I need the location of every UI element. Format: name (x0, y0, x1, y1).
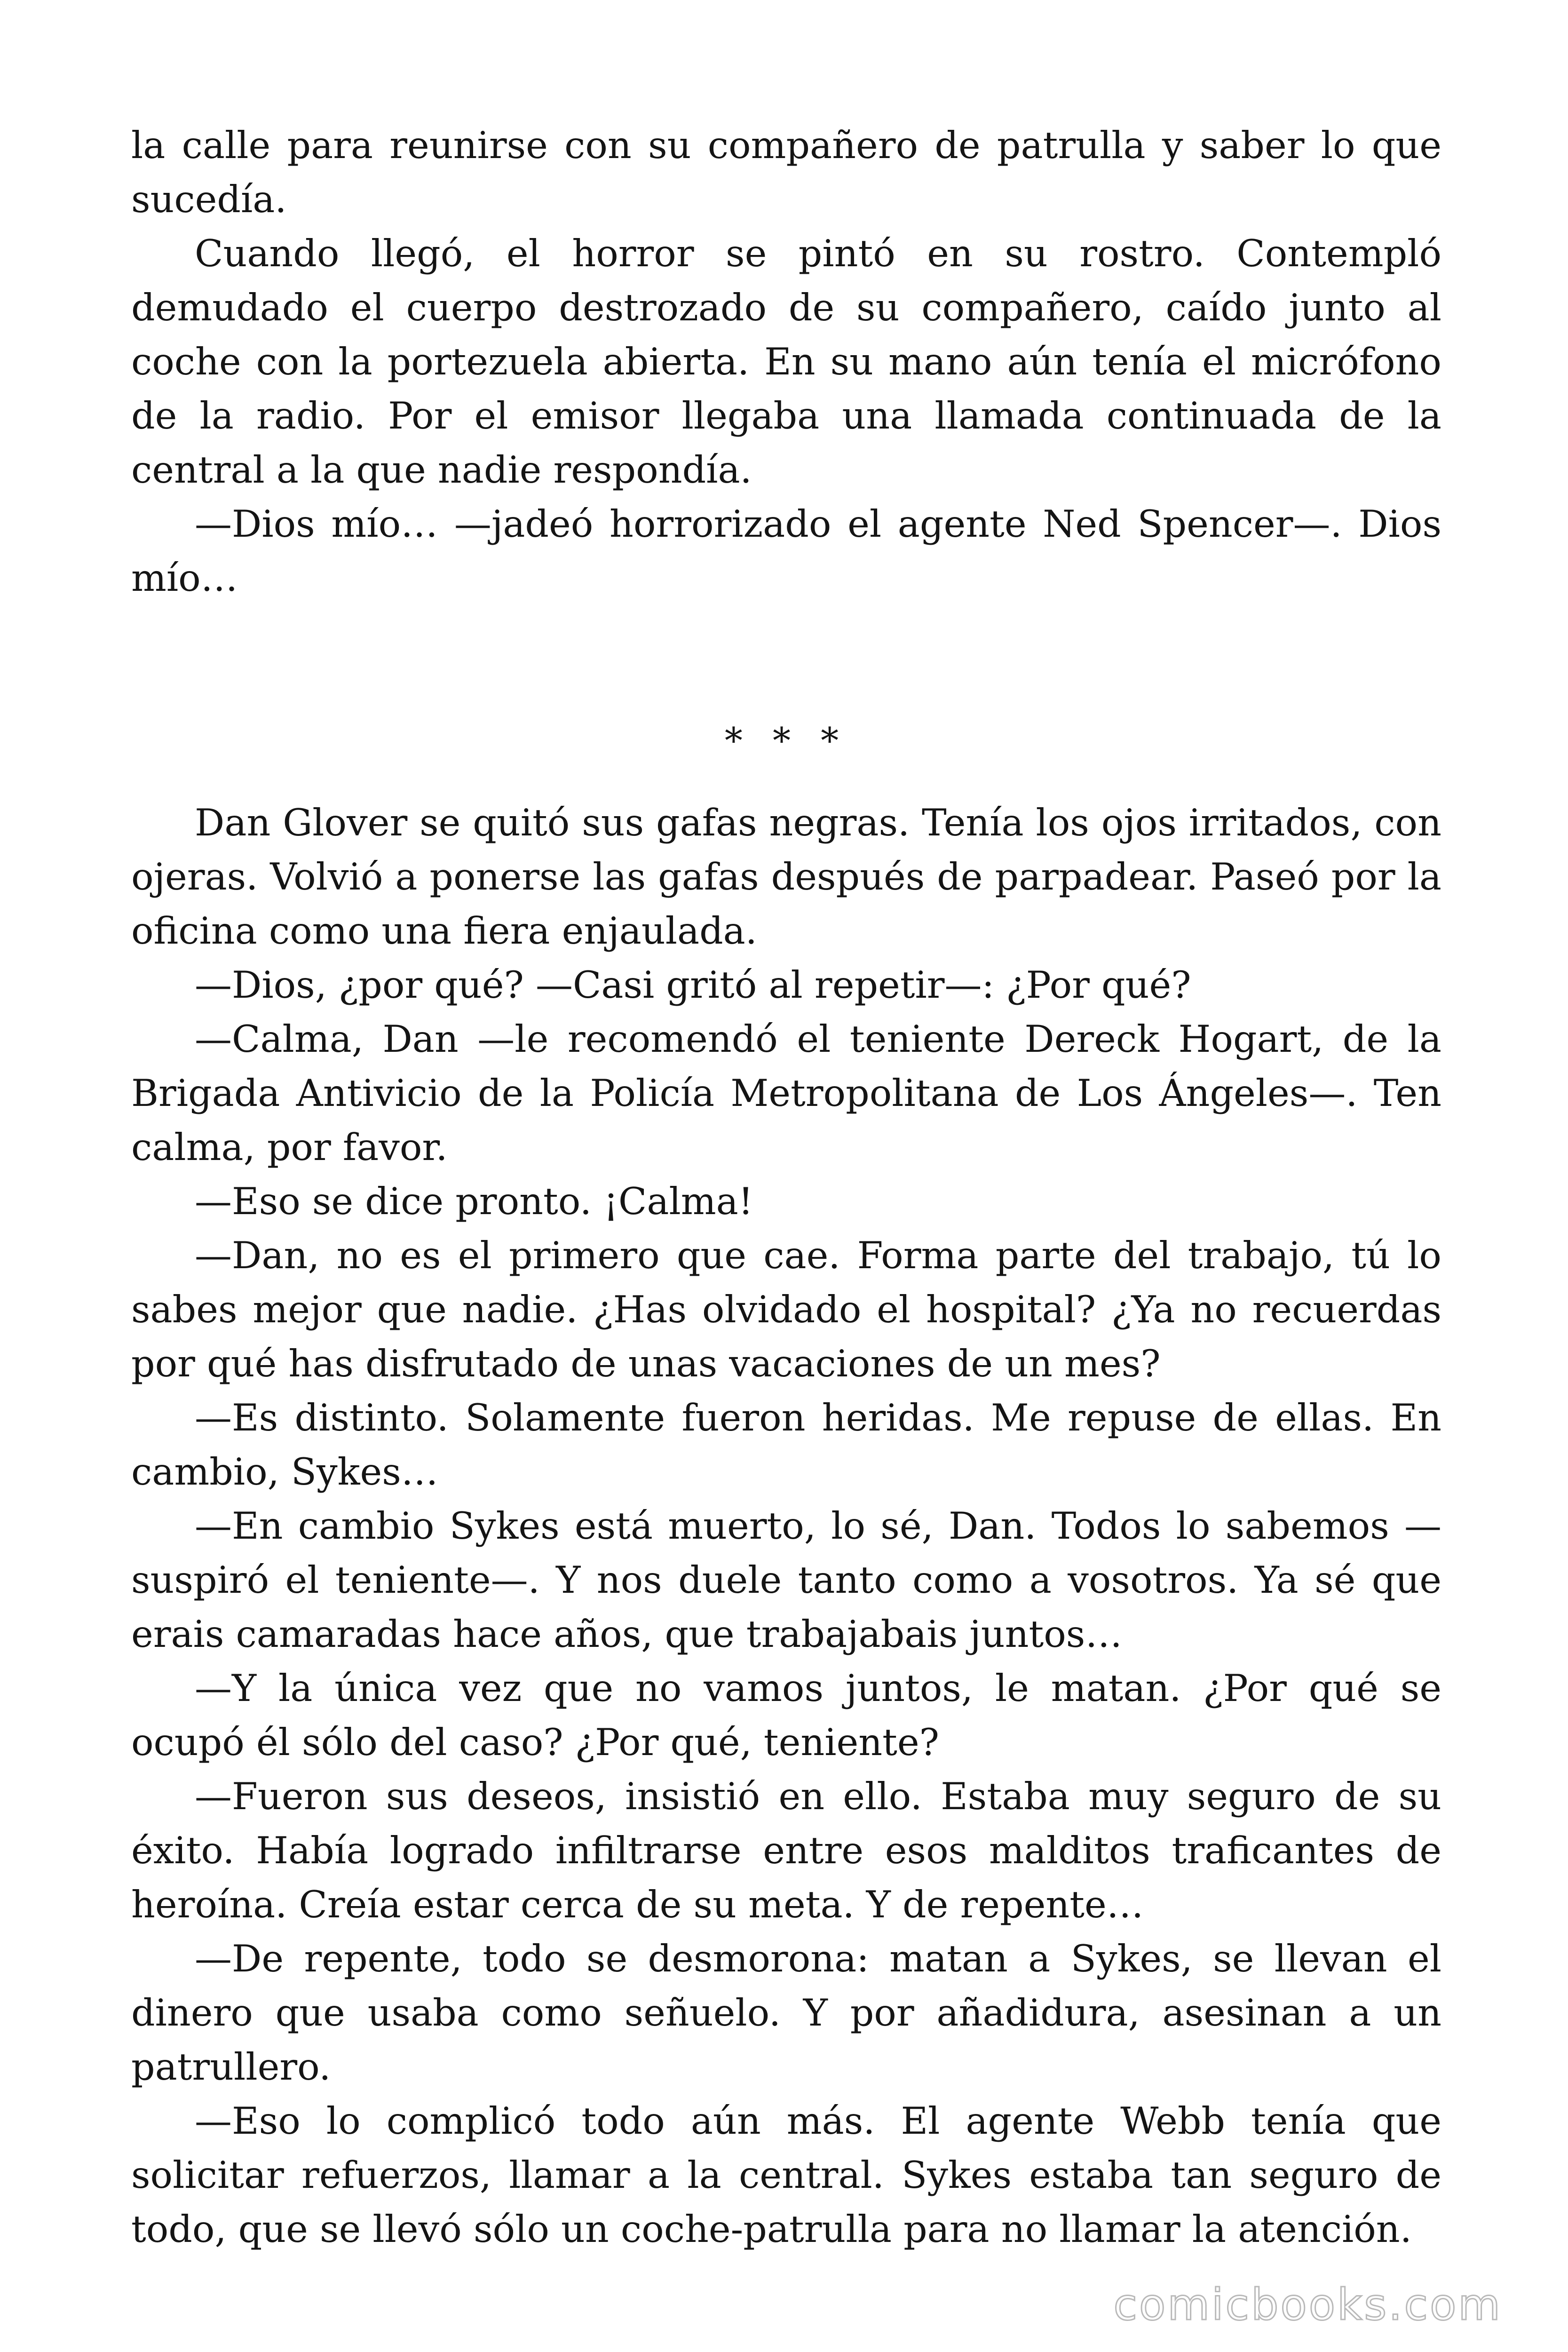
scene-break: * * * (724, 720, 848, 762)
paragraph: —Calma, Dan —le recomendó el teniente Dereck Hogart, de la Brigada Antivicio de la Policía Metropolitana de Los Ángeles—. Ten calma, por favor. (131, 1017, 1441, 1169)
paragraph: —Es distinto. Solamente fueron heridas. Me repuse de ellas. En cambio, Sykes… (131, 1396, 1441, 1494)
paragraph: —Dios mío… —jadeó horrorizado el agente Ned Spencer—. Dios mío… (131, 502, 1441, 600)
paragraph: —Eso lo complicó todo aún más. El agente Webb tenía que solicitar refuerzos, llamar a la central. Sykes estaba tan seguro de todo, que se llevó sólo un coche-patrulla para no llamar la atención. (131, 2099, 1441, 2251)
paragraph: —Fueron sus deseos, insistió en ello. Estaba muy seguro de su éxito. Había logrado infiltrarse entre esos malditos traficantes de heroína. Creía estar cerca de su meta. Y de repente… (131, 1775, 1441, 1926)
paragraph: —Y la única vez que no vamos juntos, le matan. ¿Por qué se ocupó él sólo del caso? ¿Por qué, teniente? (131, 1667, 1441, 1764)
paragraph: —En cambio Sykes está muerto, lo sé, Dan. Todos lo sabemos — suspiró el teniente—. Y nos duele tanto como a vosotros. Ya sé que erais camaradas hace años, que trabajabais juntos… (131, 1504, 1441, 1656)
paragraph-continuation: la calle para reunirse con su compañero de patrulla y saber lo que sucedía. (131, 124, 1441, 221)
paragraph: —Dios, ¿por qué? —Casi gritó al repetir—: ¿Por qué? (195, 963, 1191, 1007)
book-page-text (131, 119, 1441, 2257)
paragraph: —De repente, todo se desmorona: matan a Sykes, se llevan el dinero que usaba como señuelo. Y por añadidura, asesinan a un patrullero. (131, 1937, 1441, 2089)
paragraph: —Eso se dice pronto. ¡Calma! (195, 1180, 753, 1223)
paragraph: Cuando llegó, el horror se pintó en su rostro. Contempló demudado el cuerpo destrozado de su compañero, caído junto al coche con la portezuela abierta. En su mano aún tenía el micrófono de la radio. Por el emisor llegaba una llamada continuada de la central a la que nadie respondía. (131, 232, 1441, 492)
paragraph: —Dan, no es el primero que cae. Forma parte del trabajo, tú lo sabes mejor que nadie. ¿Has olvidado el hospital? ¿Ya no recuerdas por qué has disfrutado de unas vacaciones de un mes? (131, 1234, 1441, 1385)
paragraph: Dan Glover se quitó sus gafas negras. Tenía los ojos irritados, con ojeras. Volvió a ponerse las gafas después de parpadear. Paseó por la oficina como una fiera enjaulada. (131, 801, 1441, 953)
watermark: comicbooks.com (1113, 2280, 1502, 2330)
